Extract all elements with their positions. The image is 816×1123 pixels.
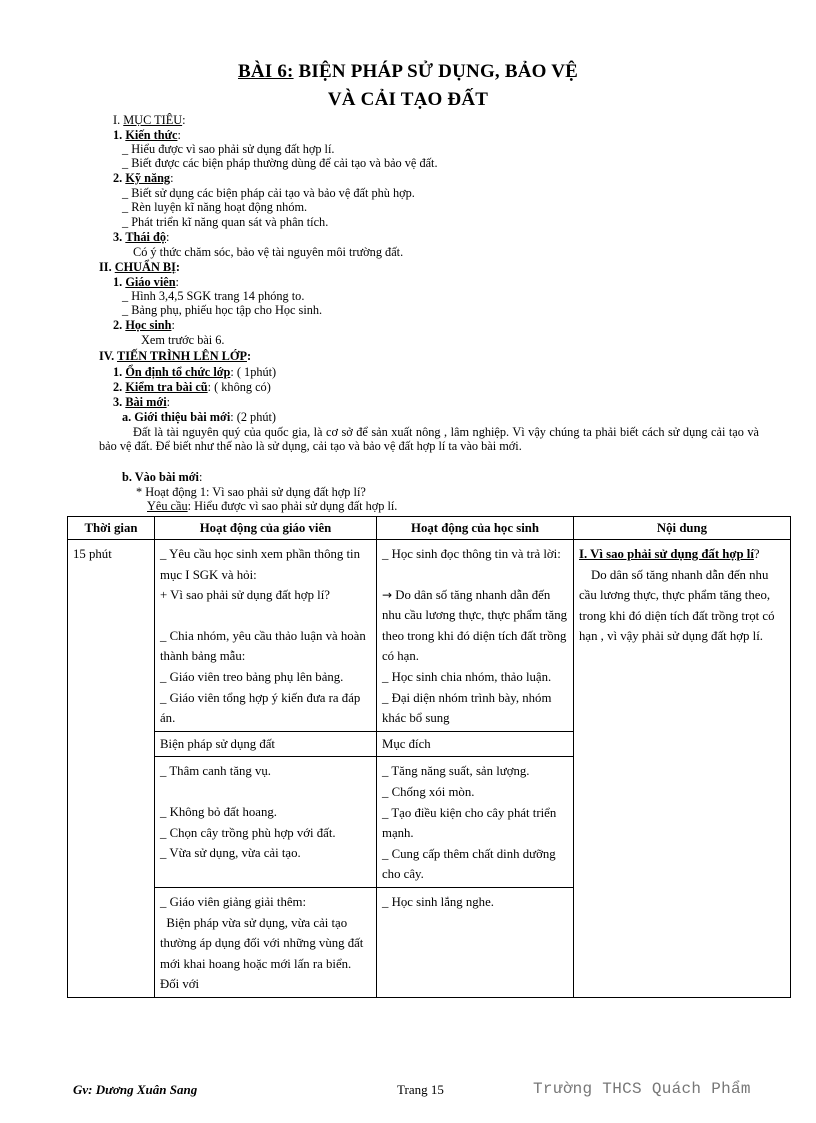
- knowledge-heading: 1. Kiến thức:: [113, 128, 181, 142]
- skills-item-3: _ Phát triển kĩ năng quan sát và phân tích.: [122, 215, 329, 229]
- teacher-prep-heading: 1. Giáo viên:: [113, 275, 179, 289]
- attitude-item-1: Có ý thức chăm sóc, bảo vệ tài nguyên môi trường đất.: [133, 245, 404, 259]
- content-text: Do dân số tăng nhanh dẫn đến nhu cầu lương thực, thực phẩm tăng theo, trong khi đó diện tích đất trồng trọt có hạn , vì vậy phải sử dụng đất hợp lí.: [579, 567, 775, 644]
- activity-1: * Hoạt động 1: Vì sao phải sử dụng đất hợp lí?: [136, 485, 366, 499]
- teacher-explain-cell: _ Giáo viên giảng giải thêm: Biện pháp vừa sử dụng, vừa cải tạo thường áp dụng đối với những vùng đất mới khai hoang hoặc mới lấn ra biển. Đối với: [155, 887, 377, 997]
- student-activity-cell: _ Học sinh đọc thông tin và trả lời: → Do dân số tăng nhanh dẫn đến nhu cầu lương thực, thực phẩm tăng theo trong khi đó diện tích đất trồng có hạn. _ Học sinh chia nhóm, thảo luận. _ Đại diện nhóm trình bày, nhóm khác bổ sung: [377, 540, 574, 732]
- purposes-cell: _ Tăng năng suất, sản lượng. _ Chống xói mòn. _ Tạo điều kiện cho cây phát triển mạnh. _ Cung cấp thêm chất dinh dưỡng cho cây.: [377, 757, 574, 888]
- knowledge-item-2: _ Biết được các biện pháp thường dùng để cải tạo và bảo vệ đất.: [122, 156, 438, 170]
- intro-paragraph: Đất là tài nguyên quý của quốc gia, là cơ sở để sản xuất nông , lâm nghiệp. Vì vậy chúng ta phải biết cách sử dụng cải tạo và bảo vệ đất. Để biết như thế nào là sử dụng, cải tạo và bảo vệ đất hợp lí ta vào bài mới.: [99, 425, 759, 454]
- process-step-3: 3. Bài mới:: [113, 395, 171, 409]
- process-heading: IV. TIẾN TRÌNH LÊN LỚP:: [99, 349, 252, 363]
- table-row: [68, 540, 791, 732]
- process-step-1: 1. Ổn định tổ chức lớp: ( 1phút): [113, 365, 277, 379]
- teacher-activity-cell: _ Yêu cầu học sinh xem phần thông tin mục I SGK và hỏi: + Vì sao phải sử dụng đất hợp lí? _ Chia nhóm, yêu cầu thảo luận và hoàn thành bảng mẫu: _ Giáo viên treo bảng phụ lên bảng. _ Giáo viên tổng hợp ý kiến đưa ra đáp án.: [155, 540, 377, 732]
- header-time: Thời gian: [68, 517, 155, 540]
- attitude-heading: 3. Thái độ:: [113, 230, 170, 244]
- student-prep-heading: 2. Học sinh:: [113, 318, 175, 332]
- skills-heading: 2. Kỹ năng:: [113, 171, 174, 185]
- student-listen-cell: _ Học sinh lắng nghe.: [377, 887, 574, 997]
- header-content: Nội dung: [574, 517, 791, 540]
- measures-cell: _ Thâm canh tăng vụ. _ Không bỏ đất hoang. _ Chọn cây trồng phù hợp với đất. _ Vừa sử dụng, vừa cải tạo.: [155, 757, 377, 888]
- lesson-table: [67, 516, 791, 998]
- skills-item-2: _ Rèn luyện kĩ năng hoạt động nhóm.: [122, 200, 308, 214]
- lesson-title-line2: VÀ CẢI TẠO ĐẤT: [327, 89, 489, 110]
- time-cell: 15 phút: [68, 540, 155, 998]
- footer-school: Trường THCS Quách Phẩm: [533, 1080, 751, 1098]
- footer-teacher: Gv: Dương Xuân Sang: [73, 1082, 198, 1097]
- lesson-title-line1: [0, 61, 816, 83]
- header-student: Hoạt động của học sinh: [377, 517, 574, 540]
- intro-heading: a. Giới thiệu bài mới: (2 phút): [122, 410, 277, 424]
- arrow-right-icon: →: [382, 587, 393, 602]
- measures-header: Biện pháp sử dụng đất: [155, 731, 377, 757]
- header-teacher: Hoạt động của giáo viên: [155, 517, 377, 540]
- student-prep-item-1: Xem trước bài 6.: [141, 333, 225, 347]
- into-heading: b. Vào bài mới:: [122, 470, 203, 484]
- objectives-heading: I. MỤC TIÊU:: [113, 113, 186, 127]
- lesson-title-text: BIỆN PHÁP SỬ DỤNG, BẢO VỆ: [298, 61, 578, 82]
- teacher-prep-item-2: _ Bảng phụ, phiếu học tập cho Học sinh.: [122, 303, 323, 317]
- lesson-number: BÀI 6:: [237, 61, 294, 82]
- table-header-row: [68, 517, 791, 540]
- prep-heading: II. CHUẨN BỊ:: [99, 260, 180, 274]
- content-cell: I. Vì sao phải sử dụng đất hợp lí? Do dân số tăng nhanh dẫn đến nhu cầu lương thực, thực phẩm tăng theo, trong khi đó diện tích đất trồng trọt có hạn , vì vậy phải sử dụng đất hợp lí.: [574, 540, 791, 998]
- requirement: Yêu cầu: Hiểu được vì sao phải sử dụng đất hợp lí.: [147, 499, 398, 513]
- content-heading: I. Vì sao phải sử dụng đất hợp lí: [579, 547, 754, 561]
- teacher-prep-item-1: _ Hình 3,4,5 SGK trang 14 phóng to.: [122, 289, 305, 303]
- footer-page: Trang 15: [397, 1082, 444, 1097]
- process-step-2: 2. Kiểm tra bài cũ: ( không có): [113, 380, 271, 394]
- purposes-header: Mục đích: [377, 731, 574, 757]
- knowledge-item-1: _ Hiểu được vì sao phải sử dụng đất hợp lí.: [122, 142, 335, 156]
- skills-item-1: _ Biết sử dụng các biện pháp cải tạo và bảo vệ đất phù hợp.: [122, 186, 415, 200]
